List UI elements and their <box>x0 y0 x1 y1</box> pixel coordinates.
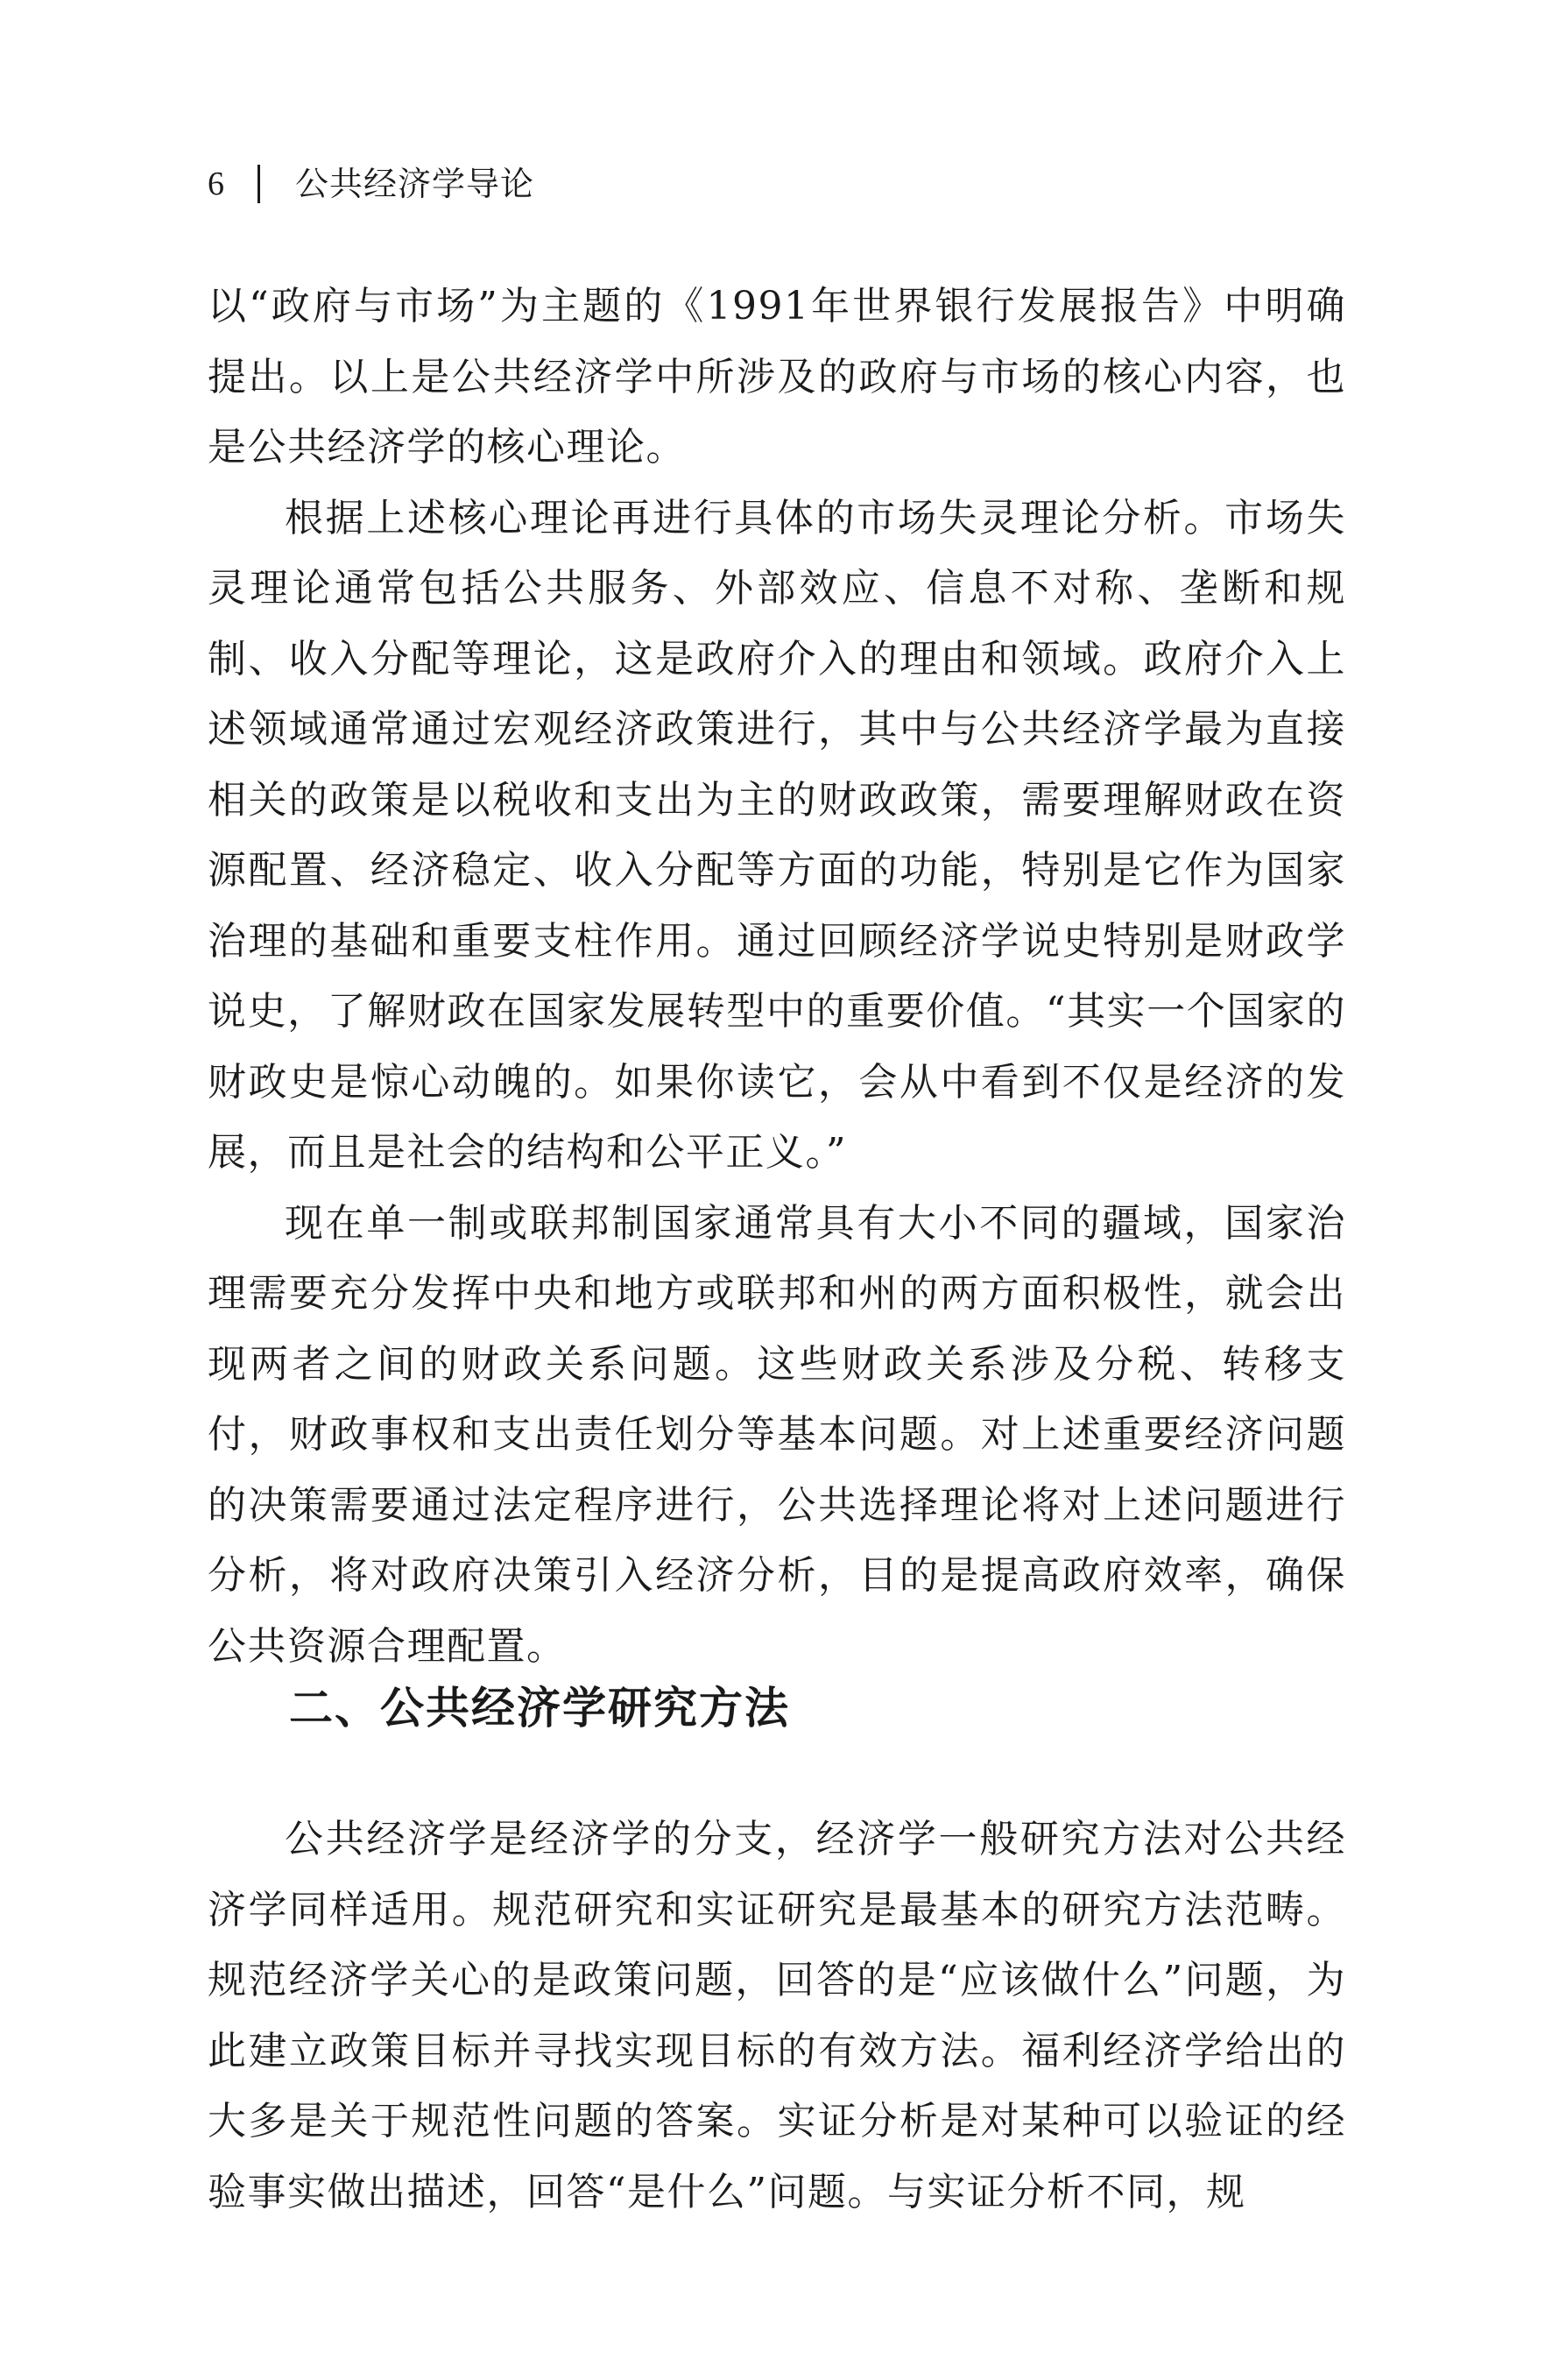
section-heading: 二、公共经济学研究方法 <box>289 1683 790 1734</box>
book-title: 公共经济学导论 <box>295 165 535 203</box>
body-text-upper <box>208 272 1346 1682</box>
header-divider <box>257 165 260 203</box>
paragraph-3: 现在单一制或联邦制国家通常具有大小不同的疆域，国家治理需要充分发挥中央和地方或联邦和州的两方面积极性，就会出现两者之间的财政关系问题。这些财政关系涉及分税、转移支付，财政事权和支出责任划分等基本问题。对上述重要经济问题的决策需要通过法定程序进行，公共选择理论将对上述问题进行分析，将对政府决策引入经济分析，目的是提高政府效率，确保公共资源合理配置。 <box>208 1200 1346 1669</box>
paragraph-2: 根据上述核心理论再进行具体的市场失灵理论分析。市场失灵理论通常包括公共服务、外部效应、信息不对称、垄断和规制、收入分配等理论，这是政府介入的理由和领域。政府介入上述领域通常通过宏观经济政策进行，其中与公共经济学最为直接相关的政策是以税收和支出为主的财政政策，需要理解财政在资源配置、经济稳定、收入分配等方面的功能，特别是它作为国家治理的基础和重要支柱作用。通过回顾经济学说史特别是财政学说史，了解财政在国家发展转型中的重要价值。“其实一个国家的财政史是惊心动魄的。如果你读它，会从中看到不仅是经济的发展，而且是社会的结构和公平正义。” <box>208 495 1346 1175</box>
paragraph-4: 公共经济学是经济学的分支，经济学一般研究方法对公共经济学同样适用。规范研究和实证研究是最基本的研究方法范畴。规范经济学关心的是政策问题，回答的是“应该做什么”问题，为此建立政策目标并寻找实现目标的有效方法。福利经济学给出的大多是关于规范性问题的答案。实证分析是对某种可以验证的经验事实做出描述，回答“是什么”问题。与实证分析不同，规 <box>208 1817 1346 2214</box>
page-number: 6 <box>208 166 224 202</box>
running-header <box>208 158 534 210</box>
paragraph-1: 以“政府与市场”为主题的《1991年世界银行发展报告》中明确提出。以上是公共经济学中所涉及的政府与市场的核心内容，也是公共经济学的核心理论。 <box>208 284 1346 470</box>
body-text-lower <box>208 1804 1346 2228</box>
